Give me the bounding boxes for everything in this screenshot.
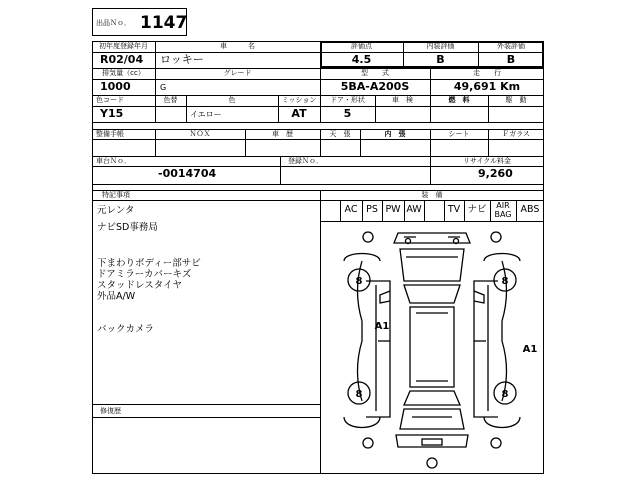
recycle-fee-label: リサイクル料金 [462,157,512,165]
car-history-label: 車 歴 [272,130,293,138]
color-code-label: 色コード [96,96,124,104]
color-code-value: Y15 [100,107,124,120]
color-change-label: 色替 [163,96,178,104]
model-code-value: 5BA-A200S [340,80,410,93]
lot-number-label: 出品Ｎｏ． [96,19,131,27]
first-registration-label: 初年度登録年月 [99,42,148,50]
interior-grade-label: 内装評価 [426,42,455,50]
equipment-airbag: AIR BAG [494,201,512,219]
tire-mark-front-right: 8 [501,276,509,287]
lot-number-value: 1147 [140,13,188,33]
note-line: 元レンタ [97,205,135,216]
grade-value: G [160,83,167,92]
tire-mark-rear-right: 8 [501,389,509,400]
equipment-tv: TV [447,204,461,215]
note-line: スタッドレスタイヤ [97,280,183,291]
car-name-label: 車 名 [220,42,255,50]
front-glass-label: Ｆガラス [502,130,530,138]
exterior-grade-value: B [506,53,516,66]
score-label: 評価点 [351,42,372,50]
notes-label: 特記事項 [102,191,130,199]
first-registration-value: R02/04 [100,53,144,66]
equipment-ac: AC [344,204,358,215]
chassis-number-value: -0014704 [158,167,217,180]
grade-label: グレード [223,69,252,77]
inspection-label: 車 検 [392,96,413,104]
mileage-label: 走 行 [473,69,501,77]
doors-value: 5 [343,107,352,120]
mileage-value: 49,691 Km [453,80,521,93]
mission-label: ミッション [281,96,317,104]
equipment-navi: ナビ [467,204,487,215]
note-line: 下まわりボディー部サビ [97,258,201,269]
note-line: 外品A/W [97,291,136,302]
tire-mark-front-left: 8 [355,276,363,287]
damage-mark-left: A1 [374,321,390,332]
equipment-aw: AW [406,204,422,215]
displacement-value: 1000 [100,80,131,93]
nox-label: ＮＯＸ [189,130,211,138]
color-label: 色 [228,96,236,104]
registration-number-label: 登録Ｎｏ． [288,157,323,165]
equipment-abs: ABS [520,204,540,215]
doors-label: ドア・形状 [330,96,365,104]
model-code-label: 型 式 [361,69,389,77]
equipment-ps: PS [366,204,378,215]
car-diagram [320,221,544,474]
interior-panel-label: 内 張 [384,130,406,138]
equipment-pw: PW [385,204,401,215]
score-value: 4.5 [351,53,372,66]
repair-history-label: 修復歴 [100,407,121,415]
maintenance-manual-label: 整備手帳 [96,130,124,138]
chassis-number-label: 車台Ｎｏ． [96,157,131,165]
note-line: ナビSD事務局 [97,222,158,233]
damage-mark-right: A1 [522,344,538,355]
mission-value: AT [291,107,307,120]
seat-label: シート [448,130,470,138]
interior-grade-value: B [436,53,445,66]
equipment-label: 装 備 [421,191,443,199]
note-line: ドアミラーカバーキズ [97,269,192,280]
exterior-grade-label: 外装評価 [497,42,525,50]
tire-mark-rear-left: 8 [355,389,363,400]
note-line: バックカメラ [97,324,155,335]
recycle-fee-value: 9,260 [478,167,513,180]
headliner-label: 天 張 [329,130,351,138]
drive-label: 駆 動 [505,96,527,104]
color-value: イエロー [190,110,222,119]
displacement-label: 排気量（cc） [102,69,145,77]
fuel-label: 燃 料 [448,96,470,104]
car-name-value: ロッキー [160,53,204,66]
